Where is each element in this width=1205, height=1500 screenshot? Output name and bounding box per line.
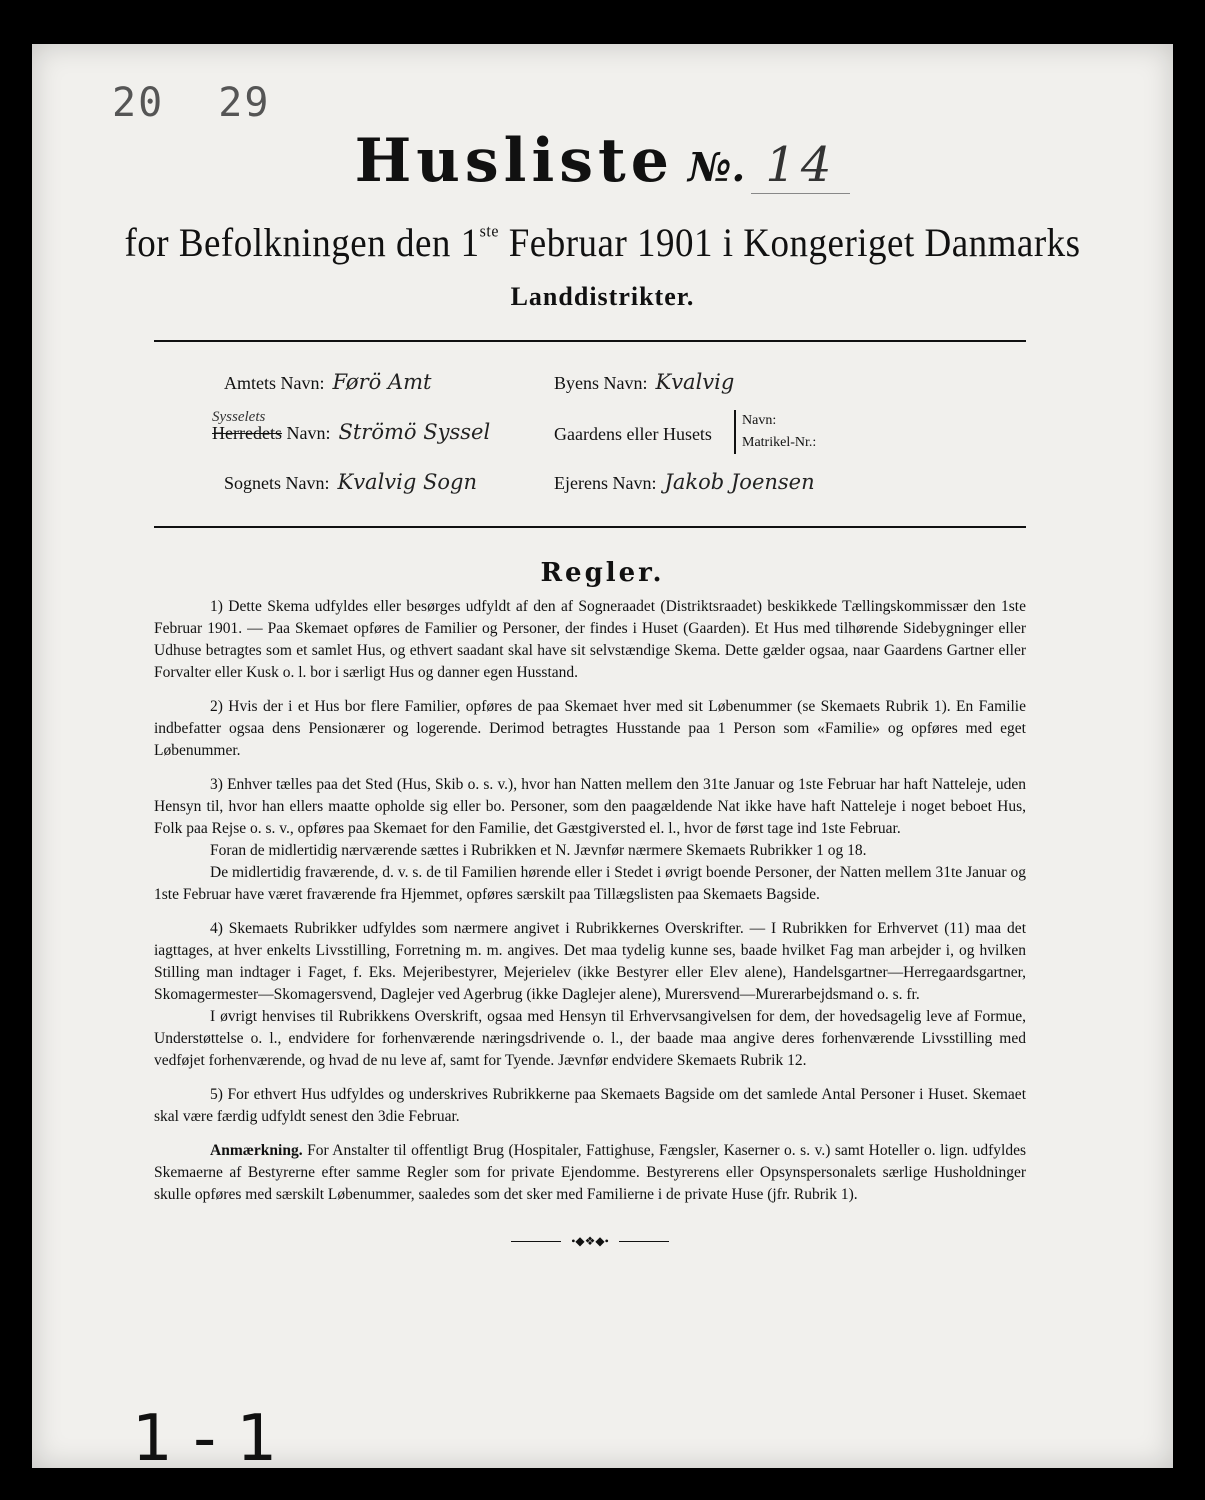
- rule-4: 4) Skemaets Rubrikker udfyldes som nærmere angivet i Rubrikkernes Overskrifter. — I Rubrikken for Erhvervet (11) maa det iagttages, at hver enkelts Livsstilling, Forretning m. m. angives. Det maa tydelig kunne ses, baade hvilket Fag man arbejder i, og hvilken Stilling man indtager i Faget, f. Eks. Mejeribestyrer, Mejerielev (ikke Bestyrer eller Elev alene), Handelsgartner—Herregaardsgartner, Skomagermester—Skomagersvend, Daglejer ved Agerbrug (ikke Daglejer alene), Murersvend—Murerarbejdsmand o. s. fr.: [154, 920, 1026, 1003]
- herred-label-struck: Herredets: [212, 423, 282, 443]
- sogn-value: Kvalvig Sogn: [337, 470, 477, 494]
- rule-3b: Foran de midlertidig nærværende sættes i Rubrikken et N. Jævnfør nærmere Skemaets Rubrikker 1 og 18.: [210, 842, 867, 859]
- amt-field: [224, 370, 431, 394]
- rule-2: 2) Hvis der i et Hus bor flere Familier, opføres de paa Skemaet hver med sit Løbenummer (se Skemaets Rubrik 1). En Familie indbefatter ogsaa dens Pensionærer og logerende. Derimod betragtes Husstande paa 1 Person som «Familie» og opføres med eget Løbenummer.: [154, 698, 1026, 759]
- rule-5: 5) For ethvert Hus udfyldes og underskrives Rubrikkerne paa Skemaets Bagside om det samlede Antal Personer i Huset. Skemaet skal være færdig udfyldt senest den 3die Februar.: [154, 1086, 1026, 1125]
- annotation-text: For Anstalter til offentligt Brug (Hospitaler, Fattighuse, Fængsler, Kaserner o. s. v.) samt Hoteller o. lign. udfyldes Skemaerne af Bestyrerne efter samme Regler som for private Ejendomme. Bestyrerens eller Opsynspersonalets særlige Husholdninger skulle opføres med særskilt Løbenummer, saaledes som det sker med Familierne i de private Huse (jfr. Rubrik 1).: [154, 1142, 1026, 1203]
- form-subtitle: [32, 220, 1173, 266]
- ornament-line-left: [511, 1241, 561, 1242]
- by-value: Kvalvig: [655, 370, 735, 394]
- census-form-page: [32, 44, 1173, 1476]
- ejer-label: Ejerens Navn:: [554, 473, 657, 493]
- subtitle-sup: ste: [479, 222, 499, 241]
- herred-value: Strömö Syssel: [338, 420, 491, 444]
- herred-label-correction: Sysselets: [212, 409, 266, 425]
- by-label: Byens Navn:: [554, 373, 648, 393]
- gaard-matrikel-label: Matrikel-Nr.:: [742, 435, 817, 450]
- gaard-field: [554, 424, 712, 445]
- ornament-line-right: [619, 1241, 669, 1242]
- annotation: [154, 1140, 1026, 1206]
- bottom-handwritten-mark: 1 - 1: [132, 1402, 278, 1476]
- ornament-divider: [154, 1230, 1026, 1252]
- amt-label: Amtets Navn:: [224, 373, 325, 393]
- district-heading: Landdistrikter.: [510, 282, 695, 311]
- rule-4b: I øvrigt henvises til Rubrikkens Overskrift, ogsaa med Hensyn til Erhvervsangivelsen for dem, der hovedsagelig leve af Formue, Understøttelse o. l., endvidere for forhenværende næringsdrivende o. l., der baade maa angive deres forhenværende Livsstilling med vedføjet forhenværende, og hvad de nu leve af, samt for Tyende. Jævnfør endvidere Skemaets Rubrik 12.: [154, 1008, 1026, 1069]
- sogn-label: Sognets Navn:: [224, 473, 330, 493]
- form-title: [32, 126, 1173, 196]
- rules-body: [154, 596, 1026, 1252]
- herred-label-suffix: Navn:: [286, 423, 331, 443]
- gaard-label: Gaardens eller Husets: [554, 424, 712, 444]
- annotation-label: Anmærkning.: [210, 1142, 303, 1159]
- top-rule: [154, 340, 1026, 342]
- title-text: Husliste: [354, 126, 674, 196]
- subtitle-pre: for Befolkningen den 1: [124, 221, 480, 266]
- ejer-value: Jakob Joensen: [664, 470, 815, 494]
- ejer-field: [554, 470, 815, 494]
- number-label: №.: [687, 144, 746, 191]
- sogn-field: [224, 470, 477, 494]
- subtitle-post: Februar 1901 i Kongeriget Danmarks: [498, 221, 1081, 266]
- ornament-glyph: •◆❖◆•: [571, 1234, 609, 1248]
- archive-number: 20 29: [112, 80, 271, 126]
- amt-value: Førö Amt: [332, 370, 432, 394]
- rule-3c: De midlertidig fraværende, d. v. s. de til Familien hørende eller i Stedet i øvrigt boende Personer, der Natten mellem 31te Januar og 1ste Februar have været fraværende fra Hjemmet, opføres særskilt paa Tillægslisten paa Skemaets Bagside.: [154, 864, 1026, 903]
- rules-heading: Regler.: [540, 558, 665, 588]
- bottom-rule: [154, 526, 1026, 528]
- gaard-subfields: [734, 410, 816, 454]
- house-number-handwritten: 14: [751, 137, 850, 194]
- rule-1: 1) Dette Skema udfyldes eller besørges udfyldt af den af Sogneraadet (Distriktsraadet) beskikkede Tællingskommissær den 1ste Februar 1901. — Paa Skemaet opføres de Familier og Personer, der findes i Huset (Gaarden). Et Hus med tilhørende Sidebygninger eller Udhuse betragtes som et samlet Hus, og ethvert saadant skal have sit selvstændige Skema. Dette gælder ogsaa, naar Gaardens Gartner eller Forvalter eller Kusk o. l. bor i særligt Hus og danner egen Husstand.: [154, 598, 1026, 681]
- herred-field: [212, 409, 491, 444]
- by-field: [554, 370, 734, 394]
- gaard-navn-label: Navn:: [742, 413, 777, 428]
- rule-3: 3) Enhver tælles paa det Sted (Hus, Skib o. s. v.), hvor han Natten mellem den 31te Januar og 1ste Februar har haft Natteleje, uden Hensyn til, hvor han ellers maatte opholde sig eller bo. Personer, som den paagældende Nat ikke have haft Natteleje i noget beboet Hus, Folk paa Rejse o. s. v., opføres paa Skemaet for den Familie, det Gæstgiversted el. l., hvor de først tage ind 1ste Februar.: [154, 776, 1026, 837]
